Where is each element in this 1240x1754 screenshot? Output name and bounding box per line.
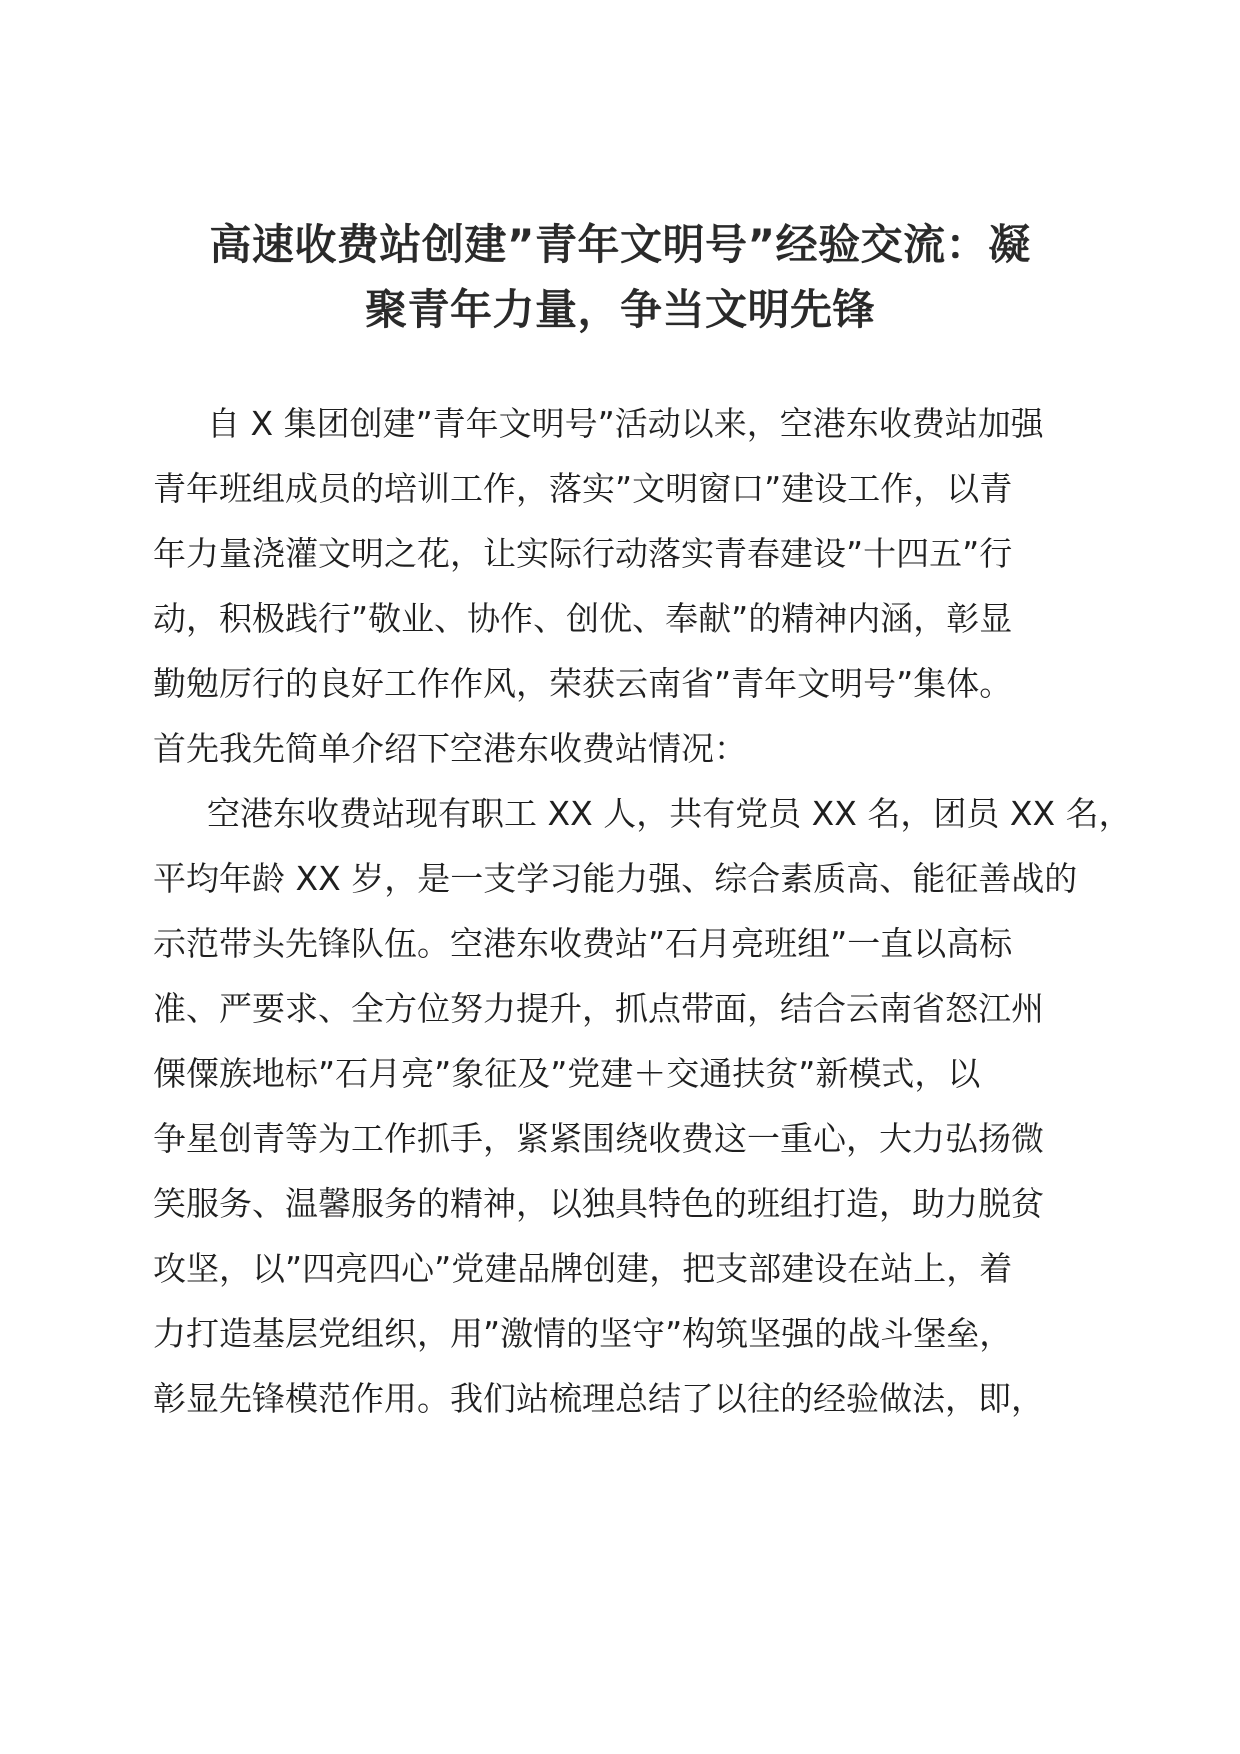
text-line: 准、严要求、全方位努力提升，抓点带面，结合云南省怒江州 [153,989,1044,1028]
title-line-1: 高速收费站创建”青年文明号”经验交流：凝 [209,220,1031,269]
text-line: 动，积极践行”敬业、协作、创优、奉献”的精神内涵，彰显 [153,599,1013,638]
text-line: 青年班组成员的培训工作，落实”文明窗口”建设工作，以青 [153,469,1013,508]
text-line: 勤勉厉行的良好工作作风，荣获云南省”青年文明号”集体。 [153,664,1013,703]
title-line-2: 聚青年力量，争当文明先锋 [364,285,875,334]
text-line: 傈僳族地标”石月亮”象征及”党建＋交通扶贫”新模式，以 [153,1054,981,1093]
text-line: 空港东收费站现有职工 XX 人，共有党员 XX 名，团员 XX 名， [207,794,1132,833]
paragraph-intro [153,391,1113,781]
text-line: 示范带头先锋队伍。空港东收费站”石月亮班组”一直以高标 [153,924,1013,963]
document-body [153,391,1132,1431]
text-line: 争星创青等为工作抓手，紧紧围绕收费这一重心，大力弘扬微 [153,1119,1044,1158]
text-line: 首先我先简单介绍下空港东收费站情况： [153,729,747,768]
text-line: 力打造基层党组织，用”激情的坚守”构筑坚强的战斗堡垒， [153,1314,1013,1353]
text-line: 彰显先锋模范作用。我们站梳理总结了以往的经验做法，即， [153,1379,1044,1418]
text-line: 年力量浇灌文明之花，让实际行动落实青春建设”十四五”行 [153,534,1013,573]
text-line: 自 X 集团创建”青年文明号”活动以来，空港东收费站加强 [207,404,1044,443]
text-line: 攻坚，以”四亮四心”党建品牌创建，把支部建设在站上，着 [153,1249,1013,1288]
text-line: 笑服务、温馨服务的精神，以独具特色的班组打造，助力脱贫 [153,1184,1044,1223]
document-title [150,212,1090,342]
paragraph-station-overview [153,781,1132,1431]
text-line: 平均年龄 XX 岁，是一支学习能力强、综合素质高、能征善战的 [153,859,1078,898]
